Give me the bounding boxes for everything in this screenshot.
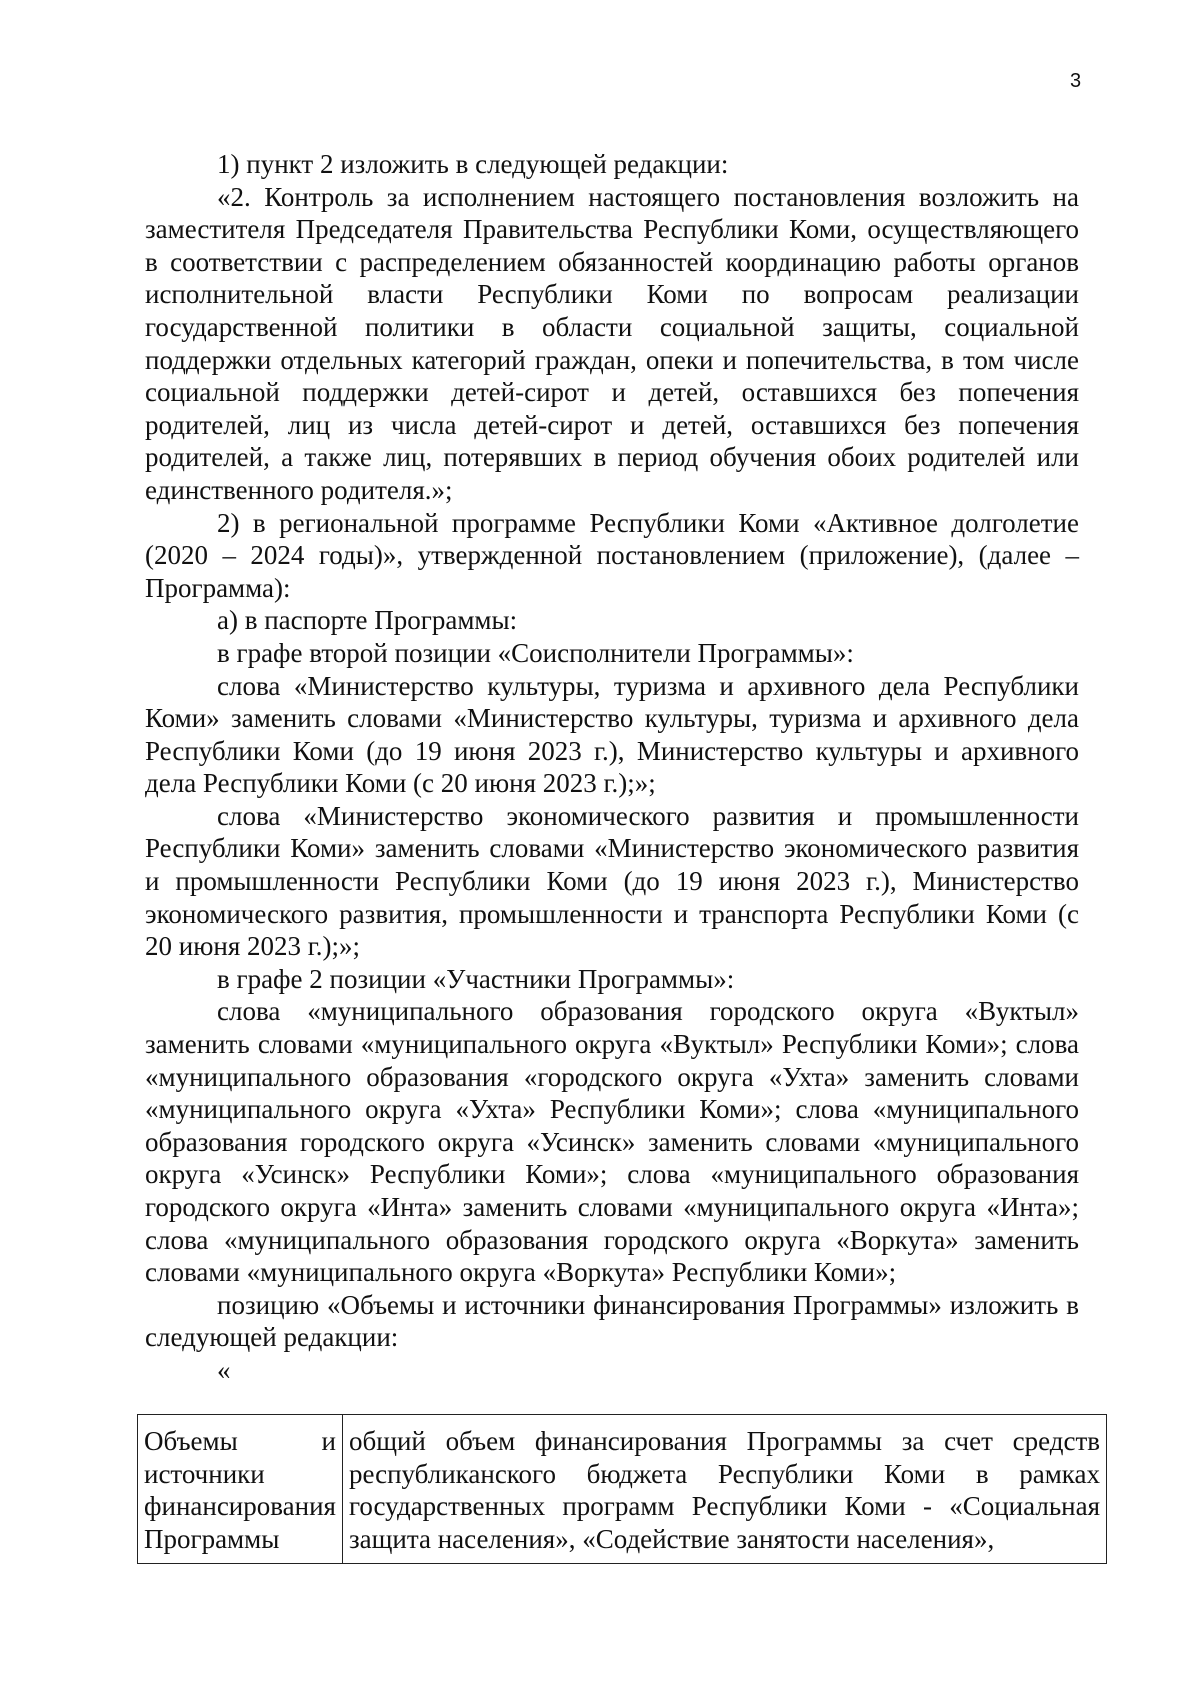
table-row — [138, 1415, 1107, 1564]
table-content-cell: общий объем финансирования Программы за счет средств республиканского бюджета Республики Коми в рамках государственных программ Республики Коми - «Социальная защита населения», «Содействие занятости населения», — [342, 1415, 1106, 1564]
table-label-cell: Объемы и источники финансирования Программы — [138, 1415, 343, 1564]
paragraph: слова «Министерство культуры, туризма и архивного дела Республики Коми» заменить словами «Министерство культуры, туризма и архивного дела Республики Коми (до 19 июня 2023 г.), Министерство культуры и архивного дела Республики Коми (с 20 июня 2023 г.);»; — [145, 670, 1079, 799]
opening-quote: « — [217, 1354, 231, 1385]
paragraph: 1) пункт 2 изложить в следующей редакции: — [217, 149, 729, 179]
paragraph: а) в паспорте Программы: — [217, 605, 518, 636]
paragraph: в графе второй позиции «Соисполнители Программы»: — [217, 637, 854, 668]
paragraph: в графе 2 позиции «Участники Программы»: — [217, 963, 735, 994]
paragraph: «2. Контроль за исполнением настоящего постановления возложить на заместителя Председателя Правительства Республики Коми, осуществляющего в соответствии с распределением обязанностей координацию работы органов исполнительной власти Республики Коми по вопросам реализации государственной политики в области социальной защиты, социальной поддержки отдельных категорий граждан, опеки и попечительства, в том числе социальной поддержки детей-сирот и детей, оставшихся без попечения родителей, лиц из числа детей-сирот и детей, оставшихся без попечения родителей, а также лиц, потерявших в период обучения обоих родителей или единственного родителя.»; — [145, 181, 1079, 505]
paragraph: 2) в региональной программе Республики Коми «Активное долголетие (2020 – 2024 годы)», утвержденной постановлением (приложение), (далее – Программа): — [145, 507, 1079, 603]
paragraph: слова «муниципального образования городского округа «Вуктыл» заменить словами «муниципального округа «Вуктыл» Республики Коми»; слова «муниципального образования «городского округа «Ухта» заменить словами «муниципального округа «Ухта» Республики Коми»; слова «муниципального образования городского округа «Усинск» заменить словами «муниципального округа «Усинск» Республики Коми»; слова «муниципального образования городского округа «Инта» заменить словами «муниципального округа «Инта»; слова «муниципального образования городского округа «Воркута» заменить словами «муниципального округа «Воркута» Республики Коми»; — [145, 996, 1079, 1288]
page-number: 3 — [1070, 70, 1082, 92]
financing-table — [137, 1414, 1107, 1564]
document-body — [145, 148, 1079, 1387]
paragraph: слова «Министерство экономического развития и промышленности Республики Коми» заменить словами «Министерство экономического развития и промышленности Республики Коми (до 19 июня 2023 г.), Министерство экономического развития, промышленности и транспорта Республики Коми (с 20 июня 2023 г.);»; — [145, 800, 1079, 962]
paragraph: позицию «Объемы и источники финансирования Программы» изложить в следующей редакции: — [145, 1289, 1079, 1353]
